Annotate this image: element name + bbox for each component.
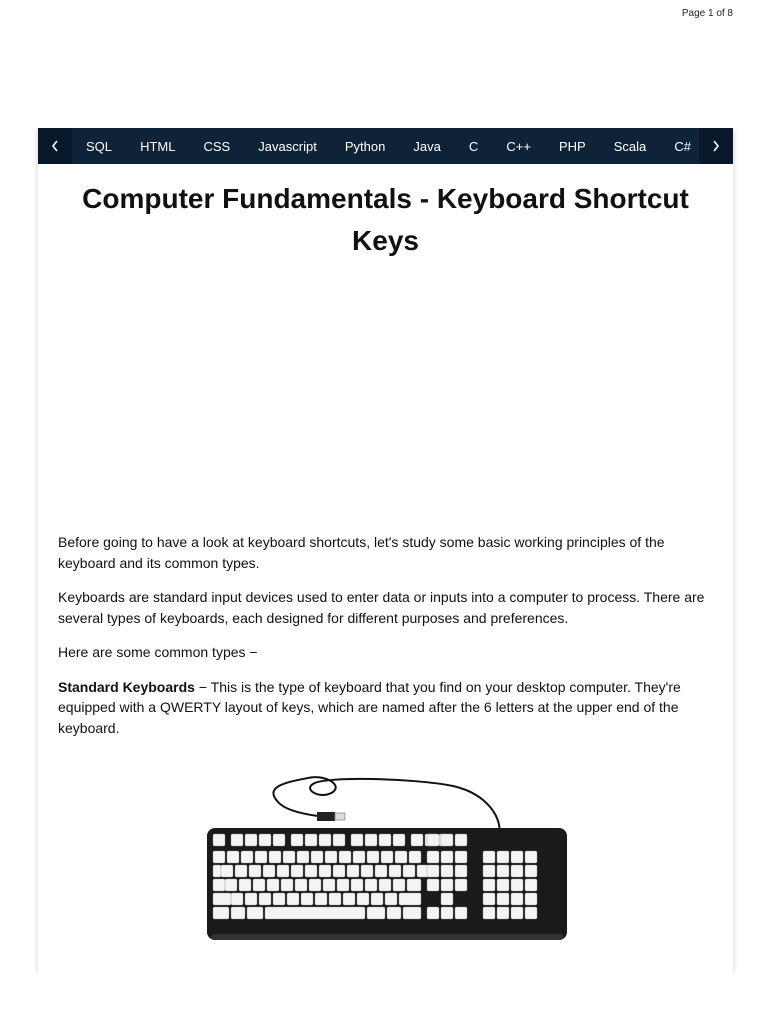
keyboard-key [231, 834, 243, 846]
keyboard-key [277, 865, 289, 877]
nav-item-html[interactable]: HTML [140, 138, 176, 154]
keyboard-key [455, 879, 467, 891]
keyboard-key [525, 851, 537, 863]
nav-item-css[interactable]: CSS [203, 138, 231, 154]
keyboard-key [385, 893, 397, 905]
keyboard-key [375, 865, 387, 877]
paragraph-intro: Before going to have a look at keyboard shortcuts, let's study some basic working principles of the keyboard and its common types. [58, 534, 665, 571]
keyboard-key [231, 907, 245, 919]
keyboard-key [403, 865, 415, 877]
keyboard-key [483, 865, 495, 877]
keyboard-key [511, 865, 523, 877]
keyboard-key [213, 907, 229, 919]
keyboard-key [241, 851, 253, 863]
keyboard-key [213, 865, 221, 877]
keyboard-key [305, 834, 317, 846]
keyboard-key [367, 851, 379, 863]
usb-plug [317, 812, 335, 821]
keyboard-key [265, 907, 365, 919]
keyboard-key [213, 879, 225, 891]
keyboard-key [343, 893, 355, 905]
keyboard-key [497, 851, 509, 863]
keyboard-key [365, 879, 377, 891]
keyboard-key [311, 851, 323, 863]
nav-item-csharp[interactable]: C# [674, 138, 691, 154]
standard-keyboards-text: − This is the type of keyboard that you find on your desktop computer. They're equipped with a QWERTY layout of keys, which are named after the 6 letters at the upper end of the keyboard. [58, 678, 681, 736]
article-frame [37, 128, 734, 974]
keyboard-key [407, 879, 421, 891]
keyboard-key [379, 879, 391, 891]
keyboard-key [497, 879, 509, 891]
keyboard-key [511, 879, 523, 891]
article-body [58, 532, 711, 752]
keyboard-key [393, 879, 405, 891]
keyboard-key [287, 893, 299, 905]
nav-item-php[interactable]: PHP [558, 138, 586, 154]
keyboard-key [295, 879, 307, 891]
keyboard-key [357, 893, 369, 905]
keyboard-key [525, 893, 537, 905]
nav-item-sql[interactable]: SQL [86, 138, 113, 154]
nav-next-button[interactable] [699, 128, 733, 164]
keyboard-key [511, 893, 523, 905]
keyboard-key [525, 907, 537, 919]
keyboard-key [389, 865, 401, 877]
keyboard-key [227, 851, 239, 863]
keyboard-key [455, 834, 467, 846]
nav-item-java[interactable]: Java [413, 138, 441, 154]
keyboard-key [409, 851, 421, 863]
keyboard-key [267, 879, 279, 891]
keyboard-key [249, 865, 261, 877]
keyboard-key [427, 907, 439, 919]
keyboard-key [427, 865, 439, 877]
keyboard-key [273, 893, 285, 905]
keyboard-key [301, 893, 313, 905]
keyboard-key [315, 893, 327, 905]
keyboard-key [329, 893, 341, 905]
keyboard-key [441, 865, 453, 877]
keyboard-key [403, 907, 421, 919]
keyboard-key [273, 834, 285, 846]
keyboard-key [455, 865, 467, 877]
keyboard-key [379, 834, 391, 846]
keyboard-image [203, 764, 573, 944]
keyboard-key [319, 865, 331, 877]
keyboard-key [255, 851, 267, 863]
chevron-right-icon [711, 139, 721, 153]
page-indicator: Page 1 of 8 [681, 8, 733, 19]
keyboard-key [333, 834, 345, 846]
keyboard-key [497, 907, 509, 919]
keyboard-key [239, 879, 251, 891]
keyboard-key [427, 834, 439, 846]
keyboard-key [361, 865, 373, 877]
keyboard-key [347, 865, 359, 877]
keyboard-key [291, 865, 303, 877]
keyboard-key [351, 834, 363, 846]
nav-item-python[interactable]: Python [344, 138, 386, 154]
nav-item-cplusplus[interactable]: C++ [506, 138, 531, 154]
keyboard-key [367, 907, 385, 919]
keyboard-key [441, 893, 453, 905]
keyboard-key [351, 879, 363, 891]
keyboard-key [483, 851, 495, 863]
keyboard-key [395, 851, 407, 863]
keyboard-key [281, 879, 293, 891]
keyboard-key [427, 851, 439, 863]
paragraph-common-types: Here are some common types − [58, 644, 258, 660]
keyboard-key [225, 879, 237, 891]
keyboard-key [441, 907, 453, 919]
keyboard-key [283, 851, 295, 863]
keyboard-key [213, 893, 231, 905]
nav-item-scala[interactable]: Scala [613, 138, 647, 154]
keyboard-key [455, 851, 467, 863]
keyboard-key [323, 879, 335, 891]
keyboard-key [511, 851, 523, 863]
keyboard-key [269, 851, 281, 863]
keyboard-key [371, 893, 383, 905]
keyboard-key [393, 834, 405, 846]
keyboard-key [497, 893, 509, 905]
keyboard-key [259, 834, 271, 846]
keyboard-key [253, 879, 265, 891]
keyboard-key [297, 851, 309, 863]
keyboard-key [245, 834, 257, 846]
keyboard-key [365, 834, 377, 846]
page-title: Computer Fundamentals - Keyboard Shortcut Keys [82, 183, 689, 256]
keyboard-key [411, 834, 423, 846]
keyboard-key [483, 879, 495, 891]
keyboard-key [291, 834, 303, 846]
chevron-left-icon [50, 139, 60, 153]
keyboard-key [497, 865, 509, 877]
nav-item-c[interactable]: C [468, 138, 479, 154]
keyboard-key [213, 851, 225, 863]
keyboard-cable [273, 777, 499, 836]
paragraph-keyboards-definition: Keyboards are standard input devices used to enter data or inputs into a computer to process. There are several types of keyboards, each designed for different purposes and preferences. [58, 589, 705, 626]
keyboard-key [221, 865, 233, 877]
keyboard-key [381, 851, 393, 863]
keyboard-key [305, 865, 317, 877]
language-nav-bar [38, 128, 733, 164]
keyboard-key [511, 907, 523, 919]
keyboard-key [441, 879, 453, 891]
keyboard-key [263, 865, 275, 877]
keyboard-key [483, 907, 495, 919]
paragraph-standard-keyboards [58, 677, 711, 739]
keyboard-key [247, 907, 263, 919]
keyboard-key [333, 865, 345, 877]
nav-prev-button[interactable] [38, 128, 72, 164]
keyboard-key [245, 893, 257, 905]
keyboard-key [525, 865, 537, 877]
keyboard-key [309, 879, 321, 891]
keyboard-key [231, 893, 243, 905]
keyboard-key [339, 851, 351, 863]
keyboard-key [213, 834, 225, 846]
keyboard-key [525, 879, 537, 891]
keyboard-key [387, 907, 401, 919]
usb-connector [335, 813, 345, 820]
nav-item-javascript[interactable]: Javascript [258, 138, 317, 154]
keyboard-key [259, 893, 271, 905]
keyboard-key [319, 834, 331, 846]
nav-items [72, 139, 699, 154]
keyboard-key [483, 893, 495, 905]
keyboard-key [337, 879, 349, 891]
keyboard-key [399, 893, 421, 905]
keyboard-key [441, 834, 453, 846]
keyboard-key [455, 907, 467, 919]
keyboard-key [325, 851, 337, 863]
keyboard-key [427, 879, 439, 891]
keyboard-key [441, 851, 453, 863]
standard-keyboards-heading: Standard Keyboards [58, 678, 195, 695]
keyboard-key [353, 851, 365, 863]
keyboard-key [235, 865, 247, 877]
